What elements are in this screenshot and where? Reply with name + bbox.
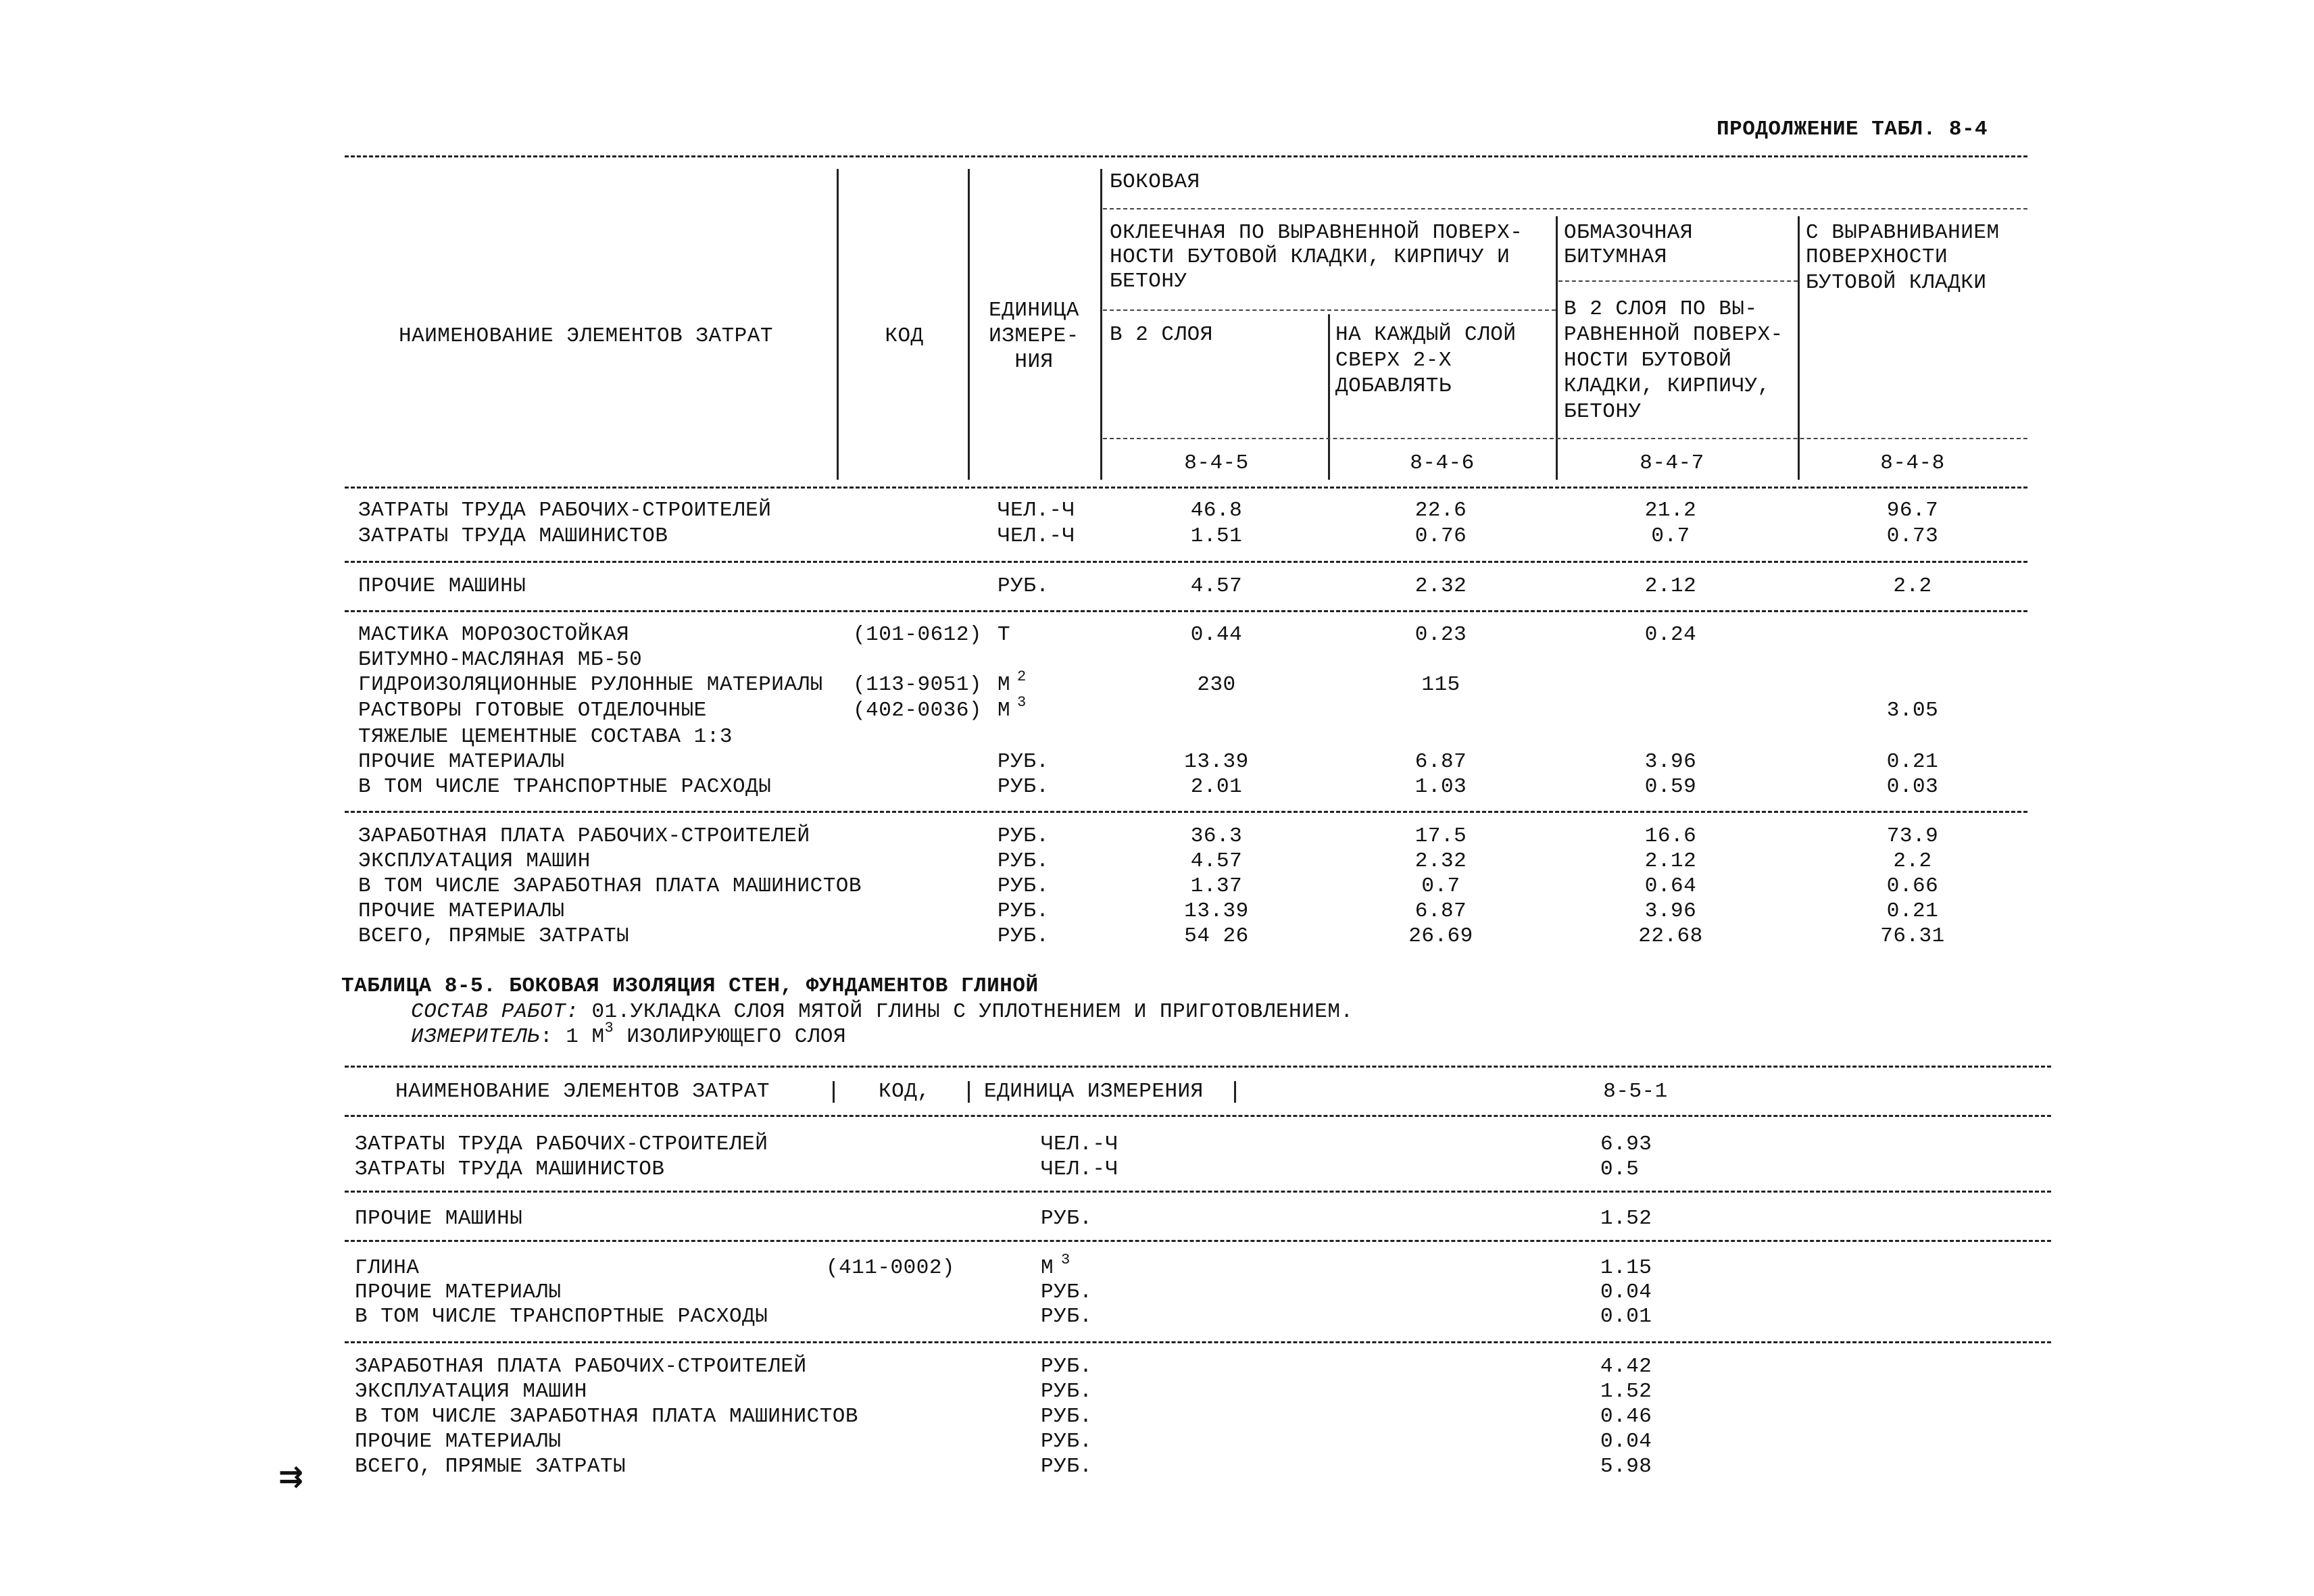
- table2-group-rule-1: [345, 1191, 2051, 1193]
- table1-row-value-3: 3.96: [1644, 750, 1697, 774]
- table1-sub-a-line1: ОКЛЕЕЧНАЯ ПО ВЫРАВНЕННОЙ ПОВЕРХ-: [1110, 221, 1523, 245]
- table1-row-unit: РУБ.: [998, 899, 1050, 923]
- table1-row-value-1: 4.57: [1190, 574, 1243, 598]
- meter-text-post: ИЗОЛИРУЮЩЕГО СЛОЯ: [614, 1025, 847, 1049]
- table1-row-name: ПРОЧИЕ МАТЕРИАЛЫ: [358, 899, 565, 923]
- table1-row-unit: РУБ.: [998, 750, 1050, 774]
- table2-vsep-2: [968, 1081, 970, 1103]
- table1-sub-c-line3: БУТОВОЙ КЛАДКИ: [1806, 271, 1987, 295]
- table1-sub-b1-line3: НОСТИ БУТОВОЙ: [1564, 349, 1732, 372]
- table1-code-rule: [1103, 438, 2027, 439]
- table1-row-value-4: 76.31: [1880, 924, 1945, 948]
- table2-row-unit: ЧЕЛ.-Ч: [1041, 1157, 1118, 1181]
- table1-col-code: КОД: [885, 324, 924, 348]
- table2-row-unit: РУБ.: [1041, 1380, 1093, 1403]
- table1-sub-a2-line3: ДОБАВЛЯТЬ: [1335, 374, 1452, 398]
- table1-sub-a-line3: БЕТОНУ: [1110, 270, 1187, 293]
- table1-row-code: (402-0036): [853, 699, 983, 722]
- table2-row-unit: РУБ.: [1041, 1207, 1093, 1230]
- table2-title: ТАБЛИЦА 8-5. БОКОВАЯ ИЗОЛЯЦИЯ СТЕН, ФУНДАМЕНТОВ ГЛИНОЙ: [341, 974, 1039, 998]
- table1-row-value-3: 21.2: [1644, 499, 1697, 522]
- table2-row-value: 0.04: [1600, 1280, 1652, 1304]
- table1-row-value-4: 0.66: [1886, 874, 1939, 898]
- table1-row-name: ПРОЧИЕ МАШИНЫ: [358, 574, 526, 598]
- table1-row-value-3: 22.68: [1638, 924, 1703, 948]
- table2-row-unit: РУБ.: [1041, 1405, 1093, 1428]
- table1-row-value-1: 4.57: [1190, 849, 1243, 873]
- table1-row-value-2: 6.87: [1414, 750, 1467, 774]
- table1-row-value-1: 0.44: [1190, 623, 1243, 647]
- table1-group-rule-3: [345, 811, 2027, 813]
- table1-row-value-3: 16.6: [1644, 824, 1697, 848]
- meter-sup: 3: [604, 1019, 614, 1037]
- table1-sub-b-line1: ОБМАЗОЧНАЯ: [1564, 221, 1694, 245]
- table1-header-bottom-rule: [345, 487, 2027, 489]
- table1-row-unit: Т: [998, 623, 1011, 647]
- table1-vsep-1: [837, 169, 839, 480]
- table2-group-rule-2: [345, 1240, 2051, 1242]
- table1-row-code: (101-0612): [853, 623, 983, 647]
- table1-row-value-1: 1.37: [1190, 874, 1243, 898]
- table1-group-rule-1: [345, 561, 2027, 563]
- table2-col-unit: ЕДИНИЦА ИЗМЕРЕНИЯ: [984, 1080, 1204, 1103]
- table1-group-rule-2: [345, 610, 2027, 612]
- table1-row-name: ТЯЖЕЛЫЕ ЦЕМЕНТНЫЕ СОСТАВА 1:3: [358, 725, 733, 749]
- table2-row-unit: РУБ.: [1041, 1430, 1093, 1453]
- table2-header-bottom-rule: [345, 1115, 2051, 1117]
- table1-vsep-6: [1798, 216, 1800, 480]
- table1-row-value-1: 1.51: [1190, 524, 1243, 548]
- table1-sub-c-line1: С ВЫРАВНИВАНИЕМ: [1806, 221, 2000, 245]
- table1-row-value-3: 2.12: [1644, 574, 1697, 598]
- table1-code-1: 8-4-5: [1184, 451, 1249, 475]
- table1-row-value-1: 13.39: [1184, 750, 1249, 774]
- table1-row-value-2: 2.32: [1414, 849, 1467, 873]
- table2-row-value: 1.52: [1600, 1207, 1652, 1230]
- table2-row-value: 6.93: [1600, 1132, 1652, 1156]
- table1-row-value-2: 2.32: [1414, 574, 1467, 598]
- table2-group-rule-3: [345, 1341, 2051, 1343]
- table2-row-value: 0.46: [1600, 1405, 1652, 1428]
- table1-row-unit: РУБ.: [998, 775, 1050, 799]
- table1-row-name: МАСТИКА МОРОЗОСТОЙКАЯ: [358, 623, 630, 647]
- table1-sub-c-line2: ПОВЕРХНОСТИ: [1806, 245, 1948, 269]
- table1-sub-b1-line1: В 2 СЛОЯ ПО ВЫ-: [1564, 297, 1758, 321]
- table2-row-name: ГЛИНА: [355, 1256, 420, 1280]
- table2-meter: [411, 1019, 847, 1049]
- table2-composition: [411, 1000, 1354, 1024]
- table1-group-rule: [1103, 208, 2027, 209]
- table1-row-value-4: 96.7: [1886, 499, 1939, 522]
- table1-row-unit: РУБ.: [998, 924, 1050, 948]
- table1-sub-a-line2: НОСТИ БУТОВОЙ КЛАДКИ, КИРПИЧУ И: [1110, 245, 1510, 269]
- table2-row-unit: М: [1041, 1256, 1054, 1280]
- table1-row-value-4: 73.9: [1886, 824, 1939, 848]
- table1-row-unit: М: [998, 673, 1011, 697]
- table2-row-unit: РУБ.: [1041, 1455, 1093, 1478]
- continuation-label: ПРОДОЛЖЕНИЕ ТАБЛ. 8-4: [1717, 118, 1988, 141]
- composition-text: 01.УКЛАДКА СЛОЯ МЯТОЙ ГЛИНЫ С УПЛОТНЕНИЕМ И ПРИГОТОВЛЕНИЕМ.: [578, 1000, 1354, 1024]
- table1-row-name: ГИДРОИЗОЛЯЦИОННЫЕ РУЛОННЫЕ МАТЕРИАЛЫ: [358, 673, 823, 697]
- table2-col-code-value: 8-5-1: [1603, 1080, 1668, 1103]
- table1-row-code: (113-9051): [853, 673, 983, 697]
- table1-row-value-2: 6.87: [1414, 899, 1467, 923]
- table1-row-value-1: 230: [1197, 673, 1236, 697]
- table1-col-unit-3: НИЯ: [1014, 350, 1054, 374]
- table1-row-value-4: 2.2: [1893, 849, 1932, 873]
- table1-sub-b1-line5: БЕТОНУ: [1564, 400, 1642, 424]
- table1-row-value-3: 3.96: [1644, 899, 1697, 923]
- table1-row-name: В ТОМ ЧИСЛЕ ТРАНСПОРТНЫЕ РАСХОДЫ: [358, 775, 772, 799]
- table1-row-value-4: 3.05: [1886, 699, 1939, 722]
- table1-row-unit: М: [998, 699, 1011, 722]
- table1-group-label: БОКОВАЯ: [1110, 170, 1200, 194]
- table1-row-value-4: 2.2: [1893, 574, 1932, 598]
- table1-row-name: РАСТВОРЫ ГОТОВЫЕ ОТДЕЛОЧНЫЕ: [358, 699, 707, 722]
- table2-col-name: НАИМЕНОВАНИЕ ЭЛЕМЕНТОВ ЗАТРАТ: [395, 1080, 770, 1103]
- table2-row-unit: РУБ.: [1041, 1305, 1093, 1328]
- table1-sub-a2-line2: СВЕРХ 2-Х: [1335, 349, 1452, 372]
- table1-row-name: ЗАТРАТЫ ТРУДА МАШИНИСТОВ: [358, 524, 668, 548]
- table1-row-value-3: 0.64: [1644, 874, 1697, 898]
- table2-row-name: ЗАТРАТЫ ТРУДА РАБОЧИХ-СТРОИТЕЛЕЙ: [355, 1132, 768, 1156]
- table1-row-value-1: 54 26: [1184, 924, 1249, 948]
- table1-sub-b1-line2: РАВНЕННОЙ ПОВЕРХ-: [1564, 323, 1783, 347]
- table1-row-unit: РУБ.: [998, 874, 1050, 898]
- table1-col-name: НАИМЕНОВАНИЕ ЭЛЕМЕНТОВ ЗАТРАТ: [399, 324, 773, 348]
- table1-row-value-2: 22.6: [1414, 499, 1467, 522]
- table1-top-rule: [345, 155, 2027, 157]
- table2-row-value: 1.52: [1600, 1380, 1652, 1403]
- table1-vsep-4: [1328, 314, 1330, 480]
- table1-col-unit-1: ЕДИНИЦА: [989, 299, 1079, 322]
- table1-row-value-3: 0.24: [1644, 623, 1697, 647]
- table1-sub-b-line2: БИТУМНАЯ: [1564, 245, 1667, 269]
- table1-vsep-3: [1100, 169, 1102, 480]
- table2-row-name: В ТОМ ЧИСЛЕ ТРАНСПОРТНЫЕ РАСХОДЫ: [355, 1305, 768, 1328]
- table1-row-value-2: 0.23: [1414, 623, 1467, 647]
- table1-row-value-3: 0.7: [1651, 524, 1690, 548]
- table2-row-value: 4.42: [1600, 1355, 1652, 1378]
- table1-row-name: ЭКСПЛУАТАЦИЯ МАШИН: [358, 849, 591, 873]
- table2-top-rule: [345, 1066, 2051, 1068]
- table1-row-value-3: 2.12: [1644, 849, 1697, 873]
- table2-vsep-3: [1234, 1081, 1236, 1103]
- table1-row-value-3: 0.59: [1644, 775, 1697, 799]
- table1-row-value-2: 26.69: [1408, 924, 1473, 948]
- table1-row-value-2: 1.03: [1414, 775, 1467, 799]
- table1-row-name: В ТОМ ЧИСЛЕ ЗАРАБОТНАЯ ПЛАТА МАШИНИСТОВ: [358, 874, 862, 898]
- table2-row-name: ПРОЧИЕ МАШИНЫ: [355, 1207, 523, 1230]
- table1-sub-b1-line4: КЛАДКИ, КИРПИЧУ,: [1564, 374, 1771, 398]
- page-mark: ⇉: [278, 1460, 303, 1494]
- table1-sub-a2-line1: НА КАЖДЫЙ СЛОЙ: [1335, 323, 1517, 347]
- table2-row-value: 0.04: [1600, 1430, 1652, 1453]
- table1-row-value-1: 36.3: [1190, 824, 1243, 848]
- table2-row-unit: РУБ.: [1041, 1280, 1093, 1304]
- table1-row-unit: РУБ.: [998, 824, 1050, 848]
- table2-row-name: ПРОЧИЕ МАТЕРИАЛЫ: [355, 1280, 562, 1304]
- table2-row-value: 5.98: [1600, 1455, 1652, 1478]
- table1-row-unit: ЧЕЛ.-Ч: [998, 499, 1075, 522]
- table1-row-value-4: 0.21: [1886, 899, 1939, 923]
- table1-code-4: 8-4-8: [1880, 451, 1945, 475]
- table2-col-code: КОД,: [879, 1080, 931, 1103]
- table1-row-value-1: 13.39: [1184, 899, 1249, 923]
- table1-sub-a1: В 2 СЛОЯ: [1110, 323, 1213, 347]
- table2-row-name: ВСЕГО, ПРЯМЫЕ ЗАТРАТЫ: [355, 1455, 626, 1478]
- table1-row-name: ВСЕГО, ПРЯМЫЕ ЗАТРАТЫ: [358, 924, 630, 948]
- table1-code-3: 8-4-7: [1640, 451, 1704, 475]
- table2-row-code: (411-0002): [826, 1256, 956, 1280]
- table1-sub-a-rule: [1103, 309, 1556, 311]
- composition-label: СОСТАВ РАБОТ:: [411, 1000, 579, 1024]
- table1-row-value-4: 0.73: [1886, 524, 1939, 548]
- table2-row-value: 0.5: [1600, 1157, 1640, 1181]
- table1-row-value-1: 46.8: [1190, 499, 1243, 522]
- table1-row-name: ЗАРАБОТНАЯ ПЛАТА РАБОЧИХ-СТРОИТЕЛЕЙ: [358, 824, 810, 848]
- table1-row-value-2: 0.76: [1414, 524, 1467, 548]
- table1-vsep-2: [968, 169, 970, 480]
- table1-row-unit: ЧЕЛ.-Ч: [998, 524, 1075, 548]
- table2-row-name: ПРОЧИЕ МАТЕРИАЛЫ: [355, 1430, 562, 1453]
- table2-row-name: ЭКСПЛУАТАЦИЯ МАШИН: [355, 1380, 587, 1403]
- table1-row-value-2: 0.7: [1421, 874, 1460, 898]
- table2-row-unit: ЧЕЛ.-Ч: [1041, 1132, 1118, 1156]
- table1-vsep-5: [1556, 216, 1558, 480]
- table2-vsep-1: [833, 1081, 835, 1103]
- table2-row-name: В ТОМ ЧИСЛЕ ЗАРАБОТНАЯ ПЛАТА МАШИНИСТОВ: [355, 1405, 859, 1428]
- table2-row-value: 0.01: [1600, 1305, 1652, 1328]
- table1-row-value-4: 0.03: [1886, 775, 1939, 799]
- table2-row-name: ЗАРАБОТНАЯ ПЛАТА РАБОЧИХ-СТРОИТЕЛЕЙ: [355, 1355, 807, 1378]
- meter-label: ИЗМЕРИТЕЛЬ: [411, 1025, 541, 1049]
- table1-row-unit: РУБ.: [998, 849, 1050, 873]
- table1-row-value-2: 115: [1421, 673, 1460, 697]
- meter-text-pre: : 1 М: [540, 1025, 605, 1049]
- table1-sub-b-rule: [1558, 280, 1798, 282]
- table1-row-name: ПРОЧИЕ МАТЕРИАЛЫ: [358, 750, 565, 774]
- table1-row-value-1: 2.01: [1190, 775, 1243, 799]
- table1-code-2: 8-4-6: [1410, 451, 1475, 475]
- table2-row-unit: РУБ.: [1041, 1355, 1093, 1378]
- table1-col-unit-2: ИЗМЕРЕ-: [989, 324, 1079, 348]
- table2-row-name: ЗАТРАТЫ ТРУДА МАШИНИСТОВ: [355, 1157, 665, 1181]
- table2-row-value: 1.15: [1600, 1256, 1652, 1280]
- table1-row-value-4: 0.21: [1886, 750, 1939, 774]
- table1-row-name: БИТУМНО-МАСЛЯНАЯ МБ-50: [358, 648, 643, 672]
- table1-row-value-2: 17.5: [1414, 824, 1467, 848]
- table1-row-name: ЗАТРАТЫ ТРУДА РАБОЧИХ-СТРОИТЕЛЕЙ: [358, 499, 772, 522]
- table1-row-unit: РУБ.: [998, 574, 1050, 598]
